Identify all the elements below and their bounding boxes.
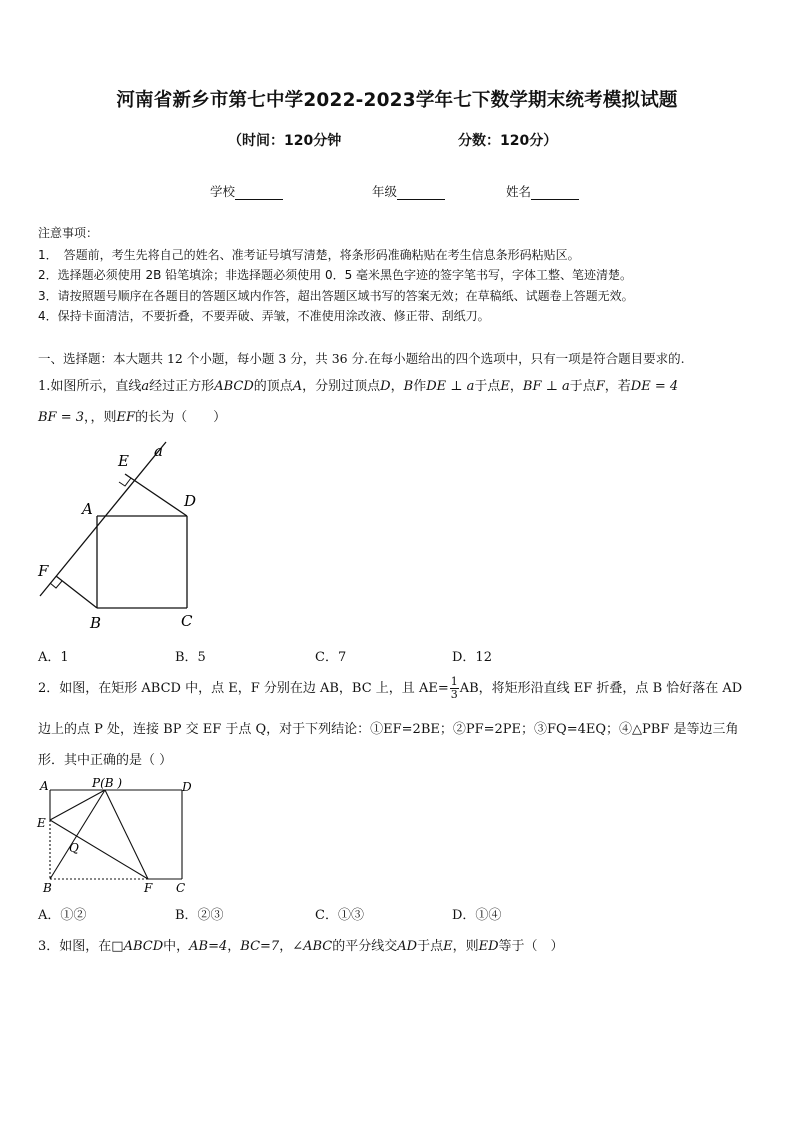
school-label: 学校 bbox=[210, 184, 236, 199]
grade-blank bbox=[397, 187, 445, 200]
label-b: B bbox=[43, 881, 52, 895]
grade-label: 年级 bbox=[372, 184, 398, 199]
q2-option-a: A．①② bbox=[38, 908, 87, 923]
q1-figure bbox=[30, 438, 210, 638]
q2-line3: 形．其中正确的是（ ） bbox=[38, 753, 173, 768]
label-d: D bbox=[182, 780, 192, 794]
segment-de bbox=[125, 474, 187, 516]
label-b: B bbox=[90, 614, 102, 632]
q1-option-a: A．1 bbox=[38, 650, 69, 665]
label-e: E bbox=[118, 452, 129, 470]
label-a-line: a bbox=[154, 442, 163, 460]
exam-title: 河南省新乡市第七中学2022-2023学年七下数学期末统考模拟试题 bbox=[116, 90, 678, 111]
q1-line1: 1.如图所示，直线a经过正方形ABCD的顶点A，分别过顶点D，B作DE ⊥ a于点E，BF ⊥ a于点F，若DE = 4 bbox=[38, 379, 679, 394]
q2-option-b: B．②③ bbox=[175, 908, 224, 923]
label-e: E bbox=[37, 816, 46, 830]
segment-ep bbox=[50, 790, 105, 820]
label-c: C bbox=[181, 612, 193, 630]
label-pb: P(B ) bbox=[92, 776, 123, 790]
q2-figure bbox=[34, 774, 204, 898]
q2-line2: 边上的点 P 处，连接 BP 交 EF 于点 Q，对于下列结论：①EF=2BE；②PF=2PE；③FQ=4EQ；④△PBF 是等边三角 bbox=[38, 722, 739, 737]
q1-line2: BF = 3，，则EF的长为（ ） bbox=[38, 410, 227, 425]
fraction-one-third: $\frac{1}{3}$ bbox=[450, 675, 458, 701]
notice-heading: 注意事项： bbox=[38, 226, 99, 240]
q2-option-c: C．①③ bbox=[315, 908, 364, 923]
notice-item: 3．请按照题号顺序在各题目的答题区域内作答，超出答题区域书写的答案无效；在草稿纸、试题卷上答题无效。 bbox=[38, 289, 634, 303]
label-d: D bbox=[184, 492, 197, 510]
label-a: A bbox=[82, 500, 93, 518]
q1-option-b: B．5 bbox=[175, 650, 206, 665]
label-q: Q bbox=[69, 841, 79, 855]
line-a bbox=[40, 442, 166, 596]
notice-item: 2．选择题必须使用 2B 铅笔填涂；非选择题必须使用 0．5 毫米黑色字迹的签字笔书写，字体工整、笔迹清楚。 bbox=[38, 268, 633, 282]
grade-field bbox=[372, 182, 445, 200]
label-f: F bbox=[144, 881, 153, 895]
name-label: 姓名 bbox=[506, 184, 532, 199]
name-field bbox=[506, 182, 579, 200]
notice-item: 4．保持卡面清洁，不要折叠，不要弄破、弄皱，不准使用涂改液、修正带、刮纸刀。 bbox=[38, 309, 490, 323]
segment-bf bbox=[56, 576, 97, 608]
q1-option-d: D．12 bbox=[452, 650, 492, 665]
q2-option-d: D．①④ bbox=[452, 908, 502, 923]
q2-line1: 2．如图，在矩形 ABCD 中，点 E，F 分别在边 AB，BC 上，且 AE= $\frac{1}{3}$ AB，将矩形沿直线 EF 折叠，点 B 恰好落在 AD bbox=[38, 675, 743, 701]
school-field bbox=[210, 182, 283, 200]
label-c: C bbox=[176, 881, 186, 895]
q3-line1: 3．如图，在□ABCD中，AB=4，BC=7，∠ABC的平分线交AD于点E，则ED等于（ ） bbox=[38, 939, 564, 954]
right-angle-e bbox=[119, 478, 131, 486]
time-label: （时间：120分钟 bbox=[228, 133, 342, 149]
section-heading: 一、选择题：本大题共 12 个小题，每小题 3 分，共 36 分.在每小题给出的四个选项中，只有一项是符合题目要求的. bbox=[38, 351, 685, 366]
notice-item: 1． 答题前，考生先将自己的姓名、准考证号填写清楚，将条形码准确粘贴在考生信息条形码粘贴区。 bbox=[38, 248, 580, 262]
score-label: 分数：120分） bbox=[458, 133, 558, 149]
school-blank bbox=[235, 187, 283, 200]
q1-option-c: C．7 bbox=[315, 650, 347, 665]
label-a: A bbox=[40, 779, 49, 793]
name-blank bbox=[531, 187, 579, 200]
segment-bp bbox=[50, 790, 105, 879]
label-f: F bbox=[38, 562, 49, 580]
